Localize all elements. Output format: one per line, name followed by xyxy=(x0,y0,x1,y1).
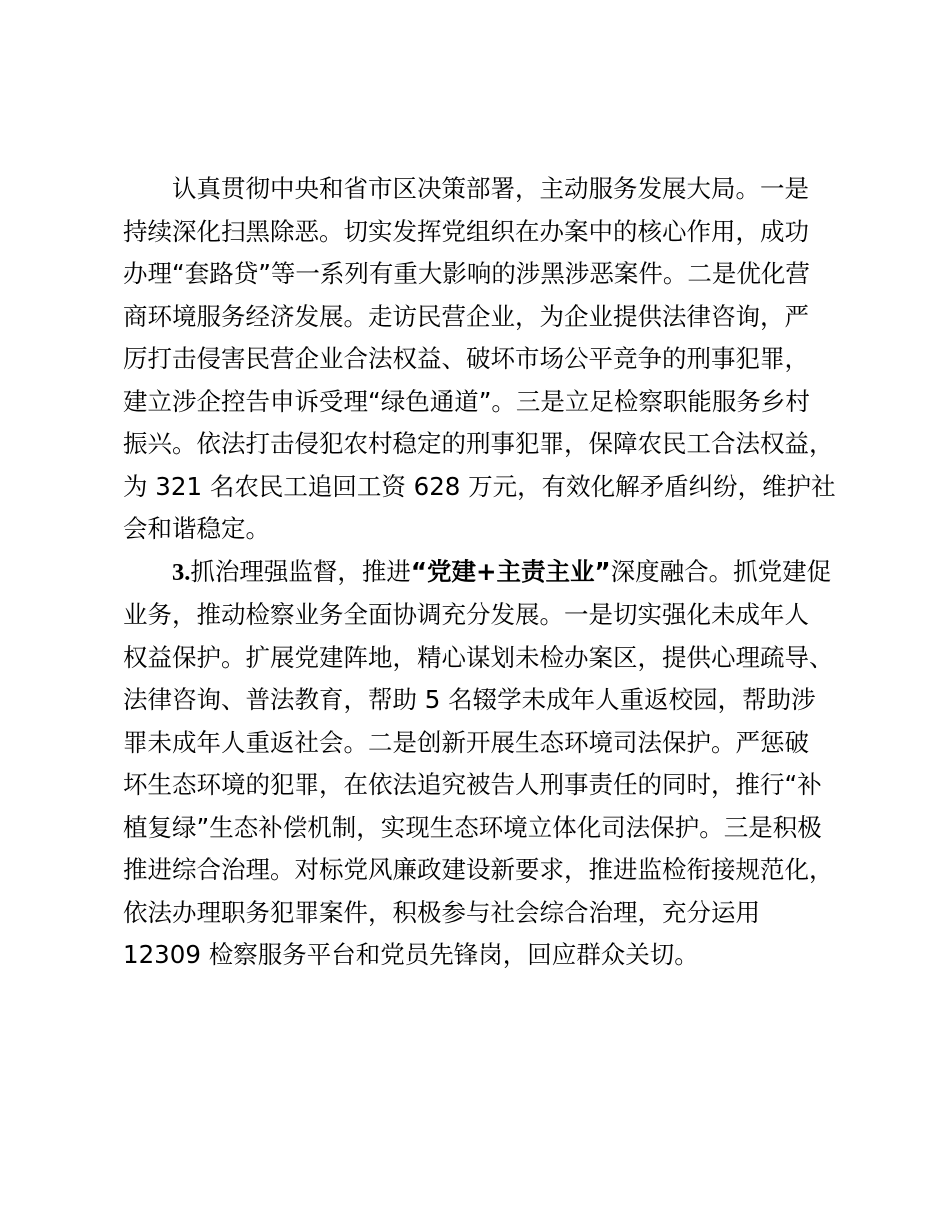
text-line: 法律咨询、普法教育，帮助 5 名辍学未成年人重返校园，帮助涉 xyxy=(123,685,816,714)
text-line: 权益保护。扩展党建阵地，精心谋划未检办案区，提供心理疏导、 xyxy=(123,642,834,672)
text-line: 商环境服务经济发展。走访民营企业，为企业提供法律咨询，严 xyxy=(123,301,809,331)
text-line: 振兴。依法打击侵犯农村稳定的刑事犯罪，保障农民工合法权益， xyxy=(123,429,834,458)
paragraph-governance-supervision xyxy=(123,551,858,977)
text-line: 植复绿”生态补偿机制，实现生态环境立体化司法保护。三是积极 xyxy=(123,812,822,842)
document-body xyxy=(123,168,858,977)
section-heading-text: 深度融合。抓党建促 xyxy=(610,556,832,586)
text-line: 12309 检察服务平台和党员先锋岗，回应群众关切。 xyxy=(123,940,699,969)
paragraph-major-service xyxy=(123,168,858,551)
text-line: 推进综合治理。对标党风廉政建设新要求，推进监检衔接规范化， xyxy=(123,855,834,884)
text-line: 坏生态环境的犯罪，在依法追究被告人刑事责任的同时，推行“补 xyxy=(123,770,822,799)
text-line: 认真贯彻中央和省市区决策部署，主动服务发展大局。一是 xyxy=(172,174,809,203)
section-number: 3. xyxy=(172,558,191,586)
text-line: 建立涉企控告申诉受理“绿色通道”。三是立足检察职能服务乡村 xyxy=(123,386,810,416)
section-heading-line xyxy=(123,551,858,595)
section-heading-text: 抓治理强监督，推进 xyxy=(190,556,411,586)
text-line: 持续深化扫黑除恶。切实发挥党组织在办案中的核心作用，成功 xyxy=(123,216,809,246)
text-line: 依法办理职务犯罪案件，积极参与社会综合治理，充分运用 xyxy=(123,897,760,927)
text-line: 办理“套路贷”等一系列有重大影响的涉黑涉恶案件。二是优化营 xyxy=(123,259,810,288)
text-line: 业务，推动检察业务全面协调充分发展。一是切实强化未成年人 xyxy=(123,600,809,629)
text-line: 为 321 名农民工追回工资 628 万元，有效化解矛盾纠纷，维护社 xyxy=(123,471,836,501)
text-line: 会和谐稳定。 xyxy=(123,514,270,543)
text-line: 厉打击侵害民营企业合法权益、破坏市场公平竞争的刑事犯罪， xyxy=(123,344,809,373)
text-line: 罪未成年人重返社会。二是创新开展生态环境司法保护。严惩破 xyxy=(123,727,809,757)
section-heading-emphasis: “党建+主责主业” xyxy=(410,556,611,586)
